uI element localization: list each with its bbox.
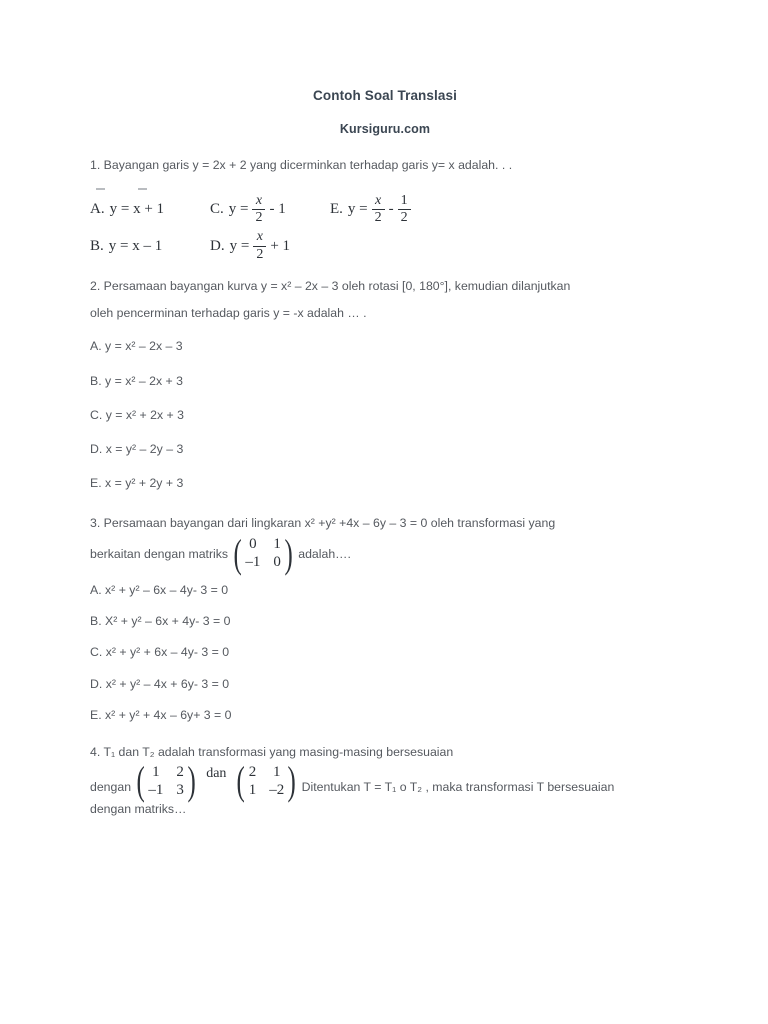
option-c-fraction bbox=[252, 194, 265, 226]
matrix-cell: 0 bbox=[273, 553, 281, 570]
question-3-prompt-line-1: 3. Persamaan bayangan dari lingkaran x² +y² +4x – 6y – 3 = 0 oleh transformasi yang bbox=[90, 516, 556, 531]
question-3-option-b: B. X² + y² – 6x + 4y- 3 = 0 bbox=[90, 614, 231, 629]
question-1-option-c bbox=[210, 194, 330, 226]
question-2-prompt-line-2: oleh pencerminan terhadap garis y = -x adalah … . bbox=[90, 305, 367, 320]
question-4-prompt-before: dengan bbox=[90, 780, 132, 795]
option-d-fraction bbox=[253, 230, 266, 262]
option-a-label: A. bbox=[90, 201, 105, 218]
option-b-label: B. bbox=[90, 237, 104, 254]
option-e-fraction-1 bbox=[372, 194, 385, 226]
matrix-cell: 2 bbox=[248, 763, 257, 780]
question-1-options-math bbox=[90, 184, 680, 263]
matrix-cell: 1 bbox=[248, 781, 257, 798]
question-4-matrix-joiner: dan bbox=[206, 766, 227, 782]
fraction-denominator: 2 bbox=[253, 246, 266, 263]
question-2-option-b: B. y = x² – 2x + 3 bbox=[90, 373, 183, 388]
question-1-prompt: 1. Bayangan garis y = 2x + 2 yang dicerminkan terhadap garis y= x adalah. . . bbox=[90, 158, 513, 173]
question-3-option-e: E. x² + y² + 4x – 6y+ 3 = 0 bbox=[90, 707, 232, 722]
question-2-option-e: E. x = y² + 2y + 3 bbox=[90, 476, 184, 491]
option-d-lhs: y = bbox=[229, 237, 250, 254]
option-a-rhs: x + 1 bbox=[133, 201, 165, 218]
right-paren-icon: ) bbox=[187, 758, 196, 804]
document-content bbox=[90, 88, 680, 818]
question-3-prompt-after: adalah…. bbox=[298, 547, 351, 562]
option-e-label: E. bbox=[330, 201, 343, 218]
question-4-matrix-2 bbox=[234, 758, 298, 804]
option-b-lhs: y = bbox=[108, 237, 129, 254]
option-c-lhs: y = bbox=[228, 201, 249, 218]
option-d-label: D. bbox=[210, 237, 225, 254]
page-title: Contoh Soal Translasi bbox=[313, 88, 457, 103]
question-4-matrix-1 bbox=[134, 758, 198, 804]
matrix-cell: 2 bbox=[176, 763, 184, 780]
right-paren-icon: ) bbox=[287, 758, 297, 804]
question-1-option-b bbox=[90, 238, 210, 255]
question-2-option-c: C. y = x² + 2x + 3 bbox=[90, 407, 184, 422]
scan-artifacts bbox=[90, 184, 680, 194]
question-1-option-d bbox=[210, 230, 330, 262]
option-d-tail: + 1 bbox=[270, 237, 291, 254]
scan-speck-icon bbox=[138, 188, 147, 190]
matrix-cell: 0 bbox=[249, 536, 257, 553]
question-1-option-a bbox=[90, 201, 210, 218]
question-4-prompt-line-1: 4. T₁ dan T₂ adalah transformasi yang masing-masing bersesuaian bbox=[90, 744, 454, 759]
question-2-option-d: D. x = y² – 2y – 3 bbox=[90, 441, 184, 456]
matrix-cell: 1 bbox=[152, 763, 160, 780]
left-paren-icon: ( bbox=[136, 758, 145, 804]
matrix-cell: –2 bbox=[269, 781, 285, 798]
question-1-option-row-1 bbox=[90, 194, 680, 226]
fraction-numerator: x bbox=[256, 229, 263, 245]
fraction-numerator: x bbox=[375, 192, 382, 208]
option-c-tail: - 1 bbox=[269, 201, 286, 218]
left-paren-icon: ( bbox=[236, 758, 246, 804]
matrix-grid bbox=[244, 536, 282, 571]
option-c-label: C. bbox=[210, 201, 224, 218]
option-a-lhs: y = bbox=[109, 201, 130, 218]
fraction-numerator: 1 bbox=[400, 192, 408, 208]
question-2-option-a: A. y = x² – 2x – 3 bbox=[90, 339, 183, 354]
question-2-prompt-line-1: 2. Persamaan bayangan kurva y = x² – 2x – 3 oleh rotasi [0, 180°], kemudian dilanjutkan bbox=[90, 279, 571, 294]
spacer bbox=[90, 266, 680, 278]
matrix-cell: –1 bbox=[245, 553, 261, 570]
matrix-cell: 1 bbox=[273, 763, 281, 780]
question-3-prompt-line-2 bbox=[90, 530, 680, 576]
question-3-option-c: C. x² + y² + 6x – 4y- 3 = 0 bbox=[90, 645, 230, 660]
question-3-option-d: D. x² + y² – 4x + 6y- 3 = 0 bbox=[90, 676, 230, 691]
question-4-prompt-line-3: dengan matriks… bbox=[90, 801, 187, 816]
question-4-prompt-line-2 bbox=[90, 758, 680, 818]
matrix-grid bbox=[147, 764, 185, 799]
option-e-lhs: y = bbox=[347, 201, 368, 218]
question-4-prompt-after: Ditentukan T = T₁ o T₂ , maka transformasi T bersesuaian bbox=[301, 780, 615, 795]
scan-speck-icon bbox=[96, 188, 105, 190]
option-e-operator: - bbox=[388, 201, 394, 218]
left-paren-icon: ( bbox=[233, 530, 242, 576]
question-1-option-e bbox=[330, 194, 478, 226]
option-b-rhs: x – 1 bbox=[132, 237, 163, 254]
fraction-denominator: 2 bbox=[252, 209, 265, 226]
matrix-cell: –1 bbox=[148, 781, 164, 798]
right-paren-icon: ) bbox=[284, 530, 293, 576]
option-e-fraction-2 bbox=[398, 194, 411, 226]
matrix-cell: 3 bbox=[176, 781, 184, 798]
page-subtitle: Kursiguru.com bbox=[339, 122, 431, 137]
matrix-cell: 1 bbox=[273, 536, 281, 553]
fraction-denominator: 2 bbox=[372, 209, 385, 226]
question-3-matrix bbox=[231, 530, 295, 576]
fraction-numerator: x bbox=[255, 192, 263, 208]
question-1-option-row-2 bbox=[90, 230, 680, 262]
fraction-denominator: 2 bbox=[398, 209, 411, 226]
question-3-prompt-before: berkaitan dengan matriks bbox=[90, 547, 229, 562]
matrix-grid bbox=[248, 764, 286, 799]
question-3-option-a: A. x² + y² – 6x – 4y- 3 = 0 bbox=[90, 582, 229, 597]
